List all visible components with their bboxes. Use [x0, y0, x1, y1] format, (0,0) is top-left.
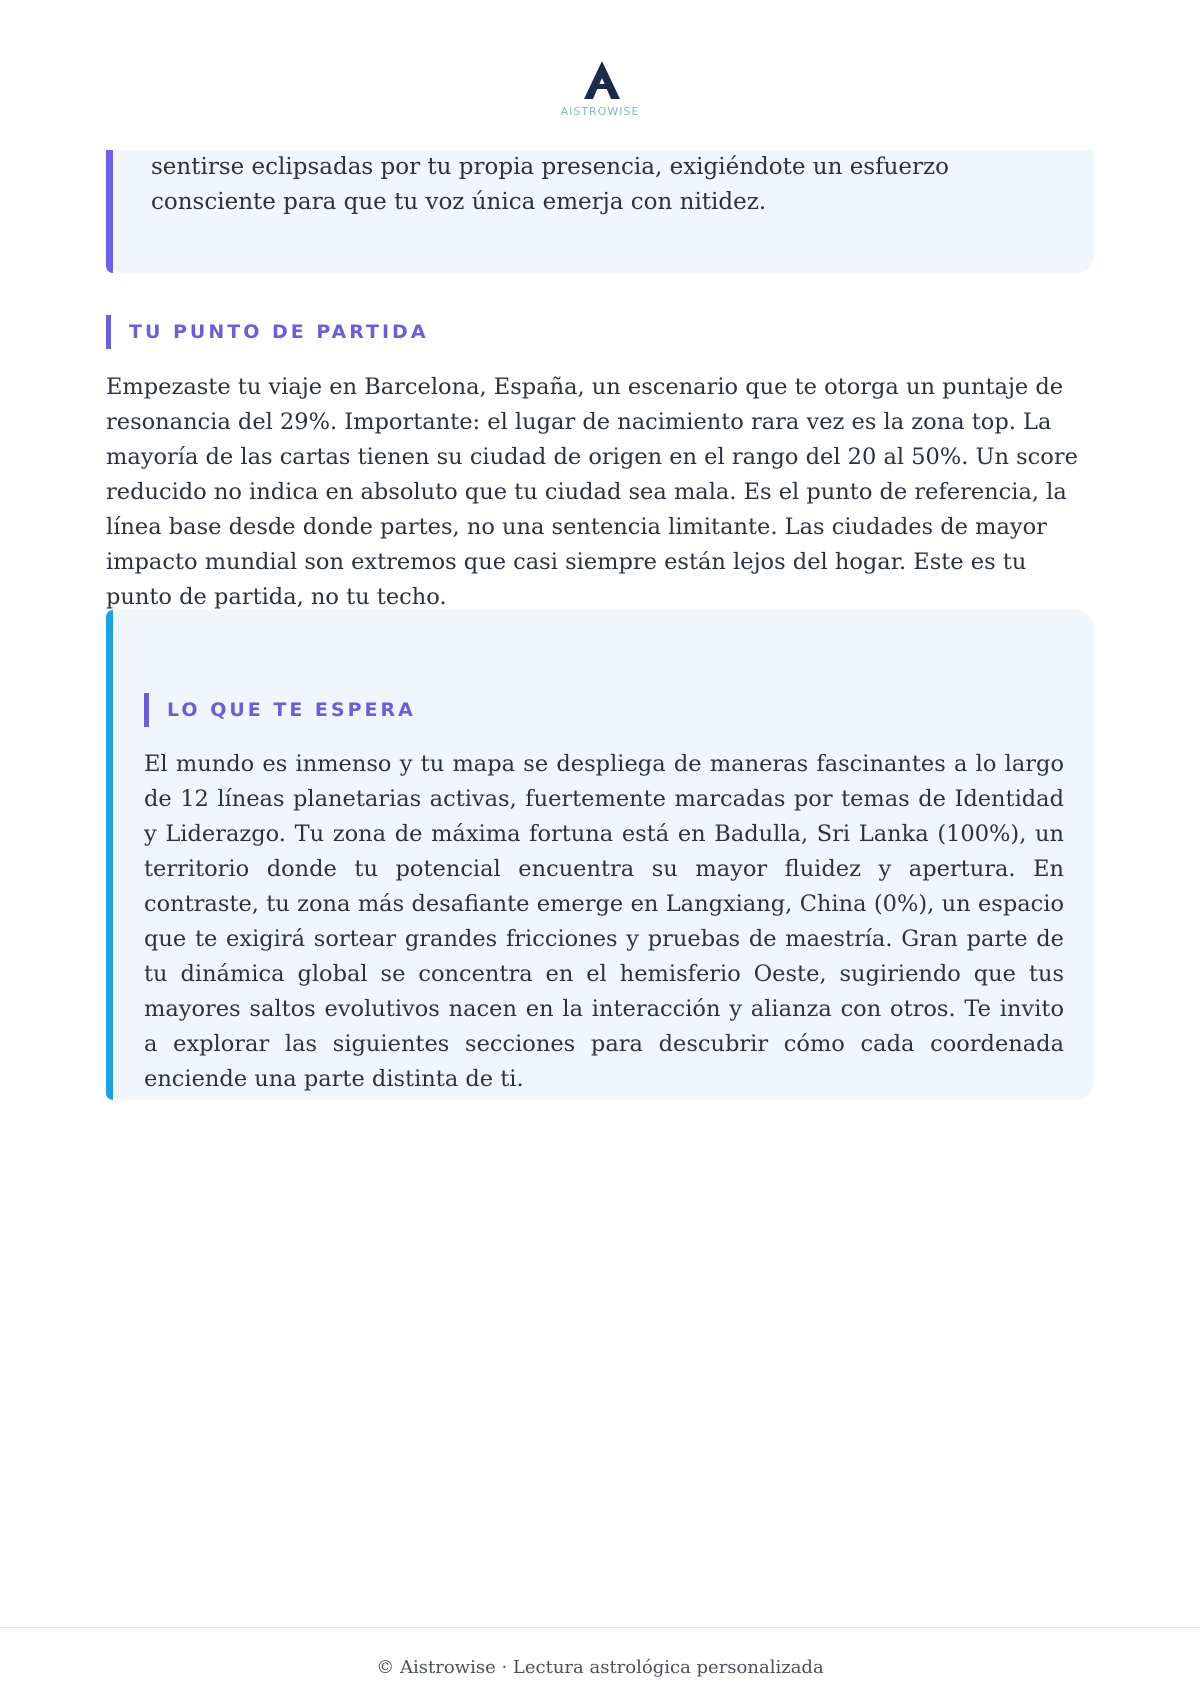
starting-point-heading: TU PUNTO DE PARTIDA: [106, 315, 429, 349]
what-awaits-card: [106, 610, 1094, 1100]
intro-card: [106, 150, 1094, 273]
aistrowise-logo-icon: [580, 58, 624, 102]
what-awaits-text: El mundo es inmenso y tu mapa se despliega de maneras fascinantes a lo largo de 12 líneas planetarias activas, fuertemente marcadas por temas de Identidad y Liderazgo. Tu zona de máxima fortuna está en Badulla, Sri Lanka (100%), un territorio donde tu potencial encuentra su mayor fluidez y apertura. En contraste, tu zona más desafiante emerge en Langxiang, China (0%), un espacio que te exigirá sortear grandes fricciones y pruebas de maestría. Gran parte de tu dinámica global se concentra en el hemisferio Oeste, sugiriendo que tus mayores saltos evolutivos nacen en la interacción y alianza con otros. Te invito a explorar las siguientes secciones para descubrir cómo cada coordenada enciende una parte distinta de ti.: [144, 751, 1064, 1092]
starting-point-text: Empezaste tu viaje en Barcelona, España, un escenario que te otorga un puntaje de resonancia del 29%. Importante: el lugar de nacimiento rara vez es la zona top. La mayoría de las cartas tienen su ciudad de origen en el rango del 20 al 50%. Un score reducido no indica en absoluto que tu ciudad sea mala. Es el punto de referencia, la línea base desde donde partes, no una sentencia limitante. Las ciudades de mayor impacto mundial son extremos que casi siempre están lejos del hogar. Este es tu punto de partida, no tu techo.: [106, 374, 1078, 610]
page-footer: © Aistrowise · Lectura astrológica personalizada: [0, 1627, 1200, 1697]
what-awaits-heading: LO QUE TE ESPERA: [144, 693, 416, 727]
intro-card-text: sentirse eclipsadas por tu propia presencia, exigiéndote un esfuerzo consciente para que tu voz única emerja con nitidez.: [151, 154, 950, 215]
page-header: [0, 0, 1200, 150]
logo-wordmark: AISTROWISE: [560, 105, 640, 118]
